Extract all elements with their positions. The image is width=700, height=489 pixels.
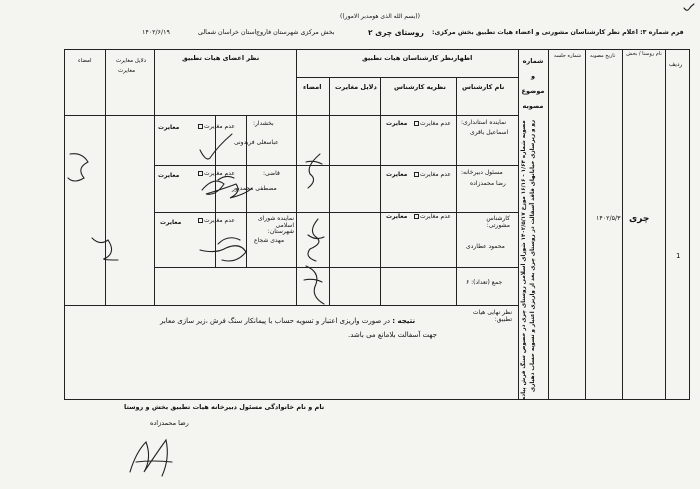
expert-signature-3 [300,262,330,308]
district-heading: بخش مرکزی شهرستان فاروج [256,29,335,36]
final-result: نتیجه : در صورت واریزی اعتبار و تسویه حساب با پیمانکار سنگ فرش ،زیر سازی معابر [160,317,416,325]
margin-signature-2 [64,148,94,188]
board-signature-3 [196,224,252,268]
col-experts-opinion: اظهارنظر کارشناسان هیات تطبیق [362,54,473,62]
board-2-conflict[interactable]: مغایرت [158,172,180,179]
board-1-conflict[interactable]: مغایرت [158,124,180,131]
expert-1-conflict[interactable]: مغایرت [386,120,408,127]
col-expert-reasons: دلایل مغایرت [335,83,377,91]
expert-2-no-conflict[interactable]: عدم مغایرت [413,172,451,179]
expert-2-conflict[interactable]: مغایرت [386,171,408,178]
margin-signature-1 [88,232,122,264]
board-signature-1 [196,130,236,166]
board-signature-2 [196,170,256,206]
form-title: فرم شماره ۳: اعلام نظر کارشناسان مشورتی و اعضاء هیات تطبیق بخش مرکزی: [432,29,684,36]
form-table [64,49,690,400]
col-expert-view: نظریه کارشناس [394,83,446,91]
bismillah: ((بسم الله الذی هومدبر الامور)) [340,13,420,20]
col-board-reasons: دلایل مغایرت [116,58,147,64]
row-date: ۱۴۰۲/۵/۳۰ [596,215,624,222]
expert-signature-1 [300,150,328,190]
row-number: 1 [676,252,681,260]
col-expert-signature: امضاء [303,83,322,91]
board-1-no-conflict[interactable]: عدم مغایرت [197,124,235,131]
corner-check [683,3,695,13]
col-date: تاریخ مصوبه [590,53,616,59]
final-label: نظر نهایی هیات تطبیق: [472,309,512,323]
expert-1-no-conflict[interactable]: عدم مغایرت [413,121,451,128]
expert-signature-2 [300,215,328,265]
row-village: چری [629,214,650,224]
village-heading: روستای چری ۲ [368,28,424,37]
footer-signature [122,432,182,482]
col-board-opinion: نظر اعضای هیات تطبیق [182,54,260,62]
col-number-subject: شماره و موضوع مصوبه [521,57,545,110]
board-3-no-conflict[interactable]: عدم مغایرت [197,218,235,225]
col-row: ردیف [669,61,683,68]
footer-name: رضا محمدزاده [150,419,189,427]
col-village: نام روستا / بخش [626,51,662,57]
resolution-text: مصوبه شماره ۱/۶۴ - ۱۶/۱۶ مورخ ۱۴۰۲/۵/۱۷ شورای اسلامی روستای چری در خصوص سنگ فرش پیاده رو و زیرسازی خیابانهای فاقد آسفالت در روستای چری بعد از واریزی اعتبار و تسویه حساب دهیاری [521,120,536,400]
experts-count: جمع (تعداد): ۶ [466,279,503,286]
footer-label: نام و نام خانوادگی مسئول دبیرخانه هیات تطبیق بخش و روستا [124,403,325,411]
expert-3-conflict[interactable]: مغایرت [386,213,408,220]
board-3-conflict[interactable]: مغایرت [160,219,182,226]
province-heading: استان خراسان شمالی [198,29,257,36]
final-result-2: جهت آسفالت بلامانع می باشد. [348,331,437,339]
col-board-signature: امضاء [78,58,92,64]
col-expert-name: نام کارشناس [462,83,505,91]
col-session: شماره جلسه [554,53,582,59]
board-2-no-conflict[interactable]: عدم مغایرت [197,171,235,178]
header-date: ۱۴۰۲/۶/۱۹ [142,29,170,36]
col-board-reasons-2: مغایرت [118,68,136,74]
expert-3-no-conflict[interactable]: عدم مغایرت [413,214,451,221]
